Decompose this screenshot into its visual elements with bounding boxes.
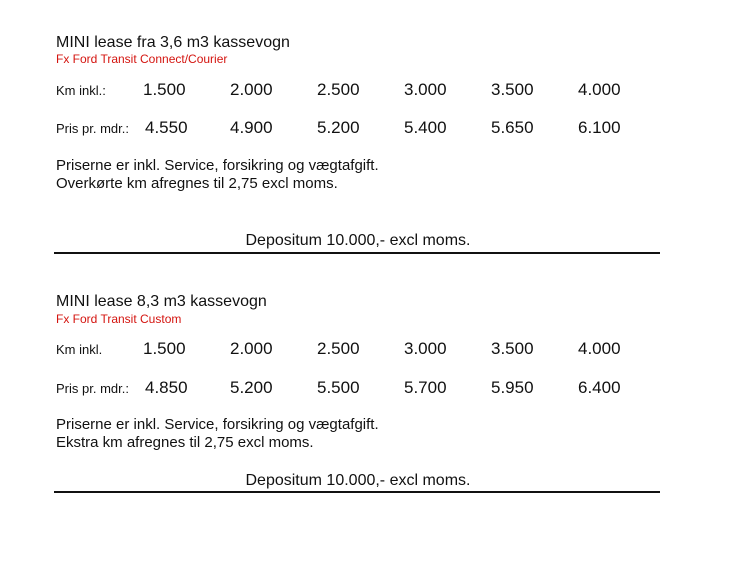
price-value: 5.950 [491,378,534,397]
km-value: 1.500 [143,80,186,99]
km-value: 4.000 [578,339,621,358]
price-value: 6.100 [578,118,621,137]
note-extra-km: Ekstra km afregnes til 2,75 excl moms. [56,434,314,451]
deposit-text: Depositum 10.000,- excl moms. [245,472,471,489]
note-included: Priserne er inkl. Service, forsikring og vægtafgift. [56,416,379,433]
price-label: Pris pr. mdr.: [56,381,129,396]
km-value: 3.000 [404,80,447,99]
offer-title: MINI lease fra 3,6 m3 kassevogn [56,34,290,51]
price-value: 5.200 [317,118,360,137]
km-value: 2.000 [230,339,273,358]
divider [54,491,660,493]
offer-section-2 [56,0,660,500]
km-value: 1.500 [143,339,186,358]
note-included: Priserne er inkl. Service, forsikring og vægtafgift. [56,157,379,174]
offer-subtitle: Fx Ford Transit Connect/Courier [56,52,228,66]
km-value: 2.500 [317,339,360,358]
km-value: 3.500 [491,339,534,358]
deposit-text: Depositum 10.000,- excl moms. [245,232,471,249]
price-value: 6.400 [578,378,621,397]
km-row [56,339,660,359]
price-value: 4.900 [230,118,273,137]
km-label: Km inkl.: [56,83,106,98]
price-row [56,378,660,398]
offer-title: MINI lease 8,3 m3 kassevogn [56,293,267,310]
note-extra-km: Overkørte km afregnes til 2,75 excl moms. [56,175,338,192]
price-value: 5.700 [404,378,447,397]
price-value: 5.400 [404,118,447,137]
km-value: 2.500 [317,80,360,99]
km-value: 2.000 [230,80,273,99]
price-value: 5.200 [230,378,273,397]
km-value: 3.500 [491,80,534,99]
km-value: 3.000 [404,339,447,358]
price-value: 5.500 [317,378,360,397]
km-value: 4.000 [578,80,621,99]
price-value: 4.550 [145,118,188,137]
price-label: Pris pr. mdr.: [56,121,129,136]
km-label: Km inkl. [56,342,103,357]
price-value: 4.850 [145,378,188,397]
offer-subtitle: Fx Ford Transit Custom [56,312,182,326]
price-value: 5.650 [491,118,534,137]
